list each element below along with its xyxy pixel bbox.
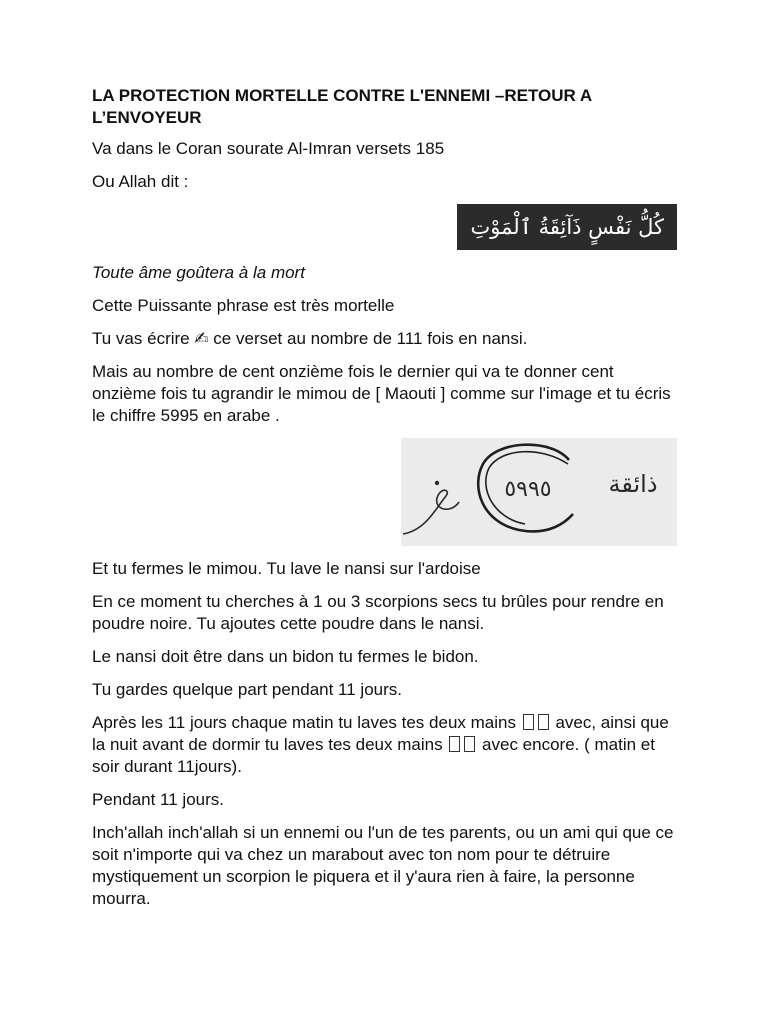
paragraph-pendant: Pendant 11 jours. xyxy=(92,790,224,809)
paragraph-allah-dit: Ou Allah dit : xyxy=(92,172,189,191)
arabic-verse-row xyxy=(92,204,677,250)
paragraph-fermes-mimou: Et tu fermes le mimou. Tu lave le nansi sur l'ardoise xyxy=(92,559,481,578)
arabic-verse-box: كُلُّ نَفْسٍ ذَآئِقَةُ ٱلْمَوْتِ xyxy=(457,204,677,250)
paragraph-onze-jours: Tu gardes quelque part pendant 11 jours. xyxy=(92,680,402,699)
paragraph-cent-onzieme: Mais au nombre de cent onzième fois le dernier qui va te donner cent onzième fois tu agrandir le mimou de [ Maouti ] comme sur l'image et tu écris le chiffre 5995 en arabe . xyxy=(92,362,671,425)
missing-glyph-icon xyxy=(464,736,475,752)
laver-mains-part-a: Après les 11 jours chaque matin tu laves tes deux mains xyxy=(92,713,516,732)
paragraph-sourate: Va dans le Coran sourate Al-Imran versets 185 xyxy=(92,139,445,158)
missing-glyph-icon xyxy=(538,714,549,730)
document-title: LA PROTECTION MORTELLE CONTRE L'ENNEMI –RETOUR A L’ENVOYEUR xyxy=(92,86,592,127)
paragraph-laver-mains xyxy=(92,712,682,778)
missing-glyph-icon xyxy=(523,714,534,730)
handwriting-image xyxy=(401,438,677,546)
handwriting-image-row xyxy=(92,438,677,546)
paragraph-scorpions: En ce moment tu cherches à 1 ou 3 scorpions secs tu brûles pour rendre en poudre noire. Tu ajoutes cette poudre dans le nansi. xyxy=(92,592,664,633)
document-page xyxy=(92,85,682,921)
handwritten-word: ذائقة xyxy=(608,470,658,498)
paragraph-puissante: Cette Puissante phrase est très mortelle xyxy=(92,296,395,315)
handwritten-digits: ٥٩٩٥ xyxy=(504,477,552,502)
missing-glyph-icon xyxy=(449,736,460,752)
laver-mains-part-c: avec encore. ( matin et soir durant 11jours). xyxy=(92,735,655,776)
paragraph-bidon: Le nansi doit être dans un bidon tu fermes le bidon. xyxy=(92,647,479,666)
paragraph-ecrire: Tu vas écrire ✍ ce verset au nombre de 111 fois en nansi. xyxy=(92,329,528,348)
laver-mains-part-b: avec, ainsi que la nuit avant de dormir tu laves tes deux mains xyxy=(92,713,669,754)
paragraph-inchallah: Inch'allah inch'allah si un ennemi ou l'un de tes parents, ou un ami qui que ce soit n'importe qui va chez un marabout avec ton nom pour te détruire mystiquement un scorpion le piquera et il y'aura rien à faire, la personne mourra. xyxy=(92,823,674,908)
paragraph-translation: Toute âme goûtera à la mort xyxy=(92,263,305,282)
